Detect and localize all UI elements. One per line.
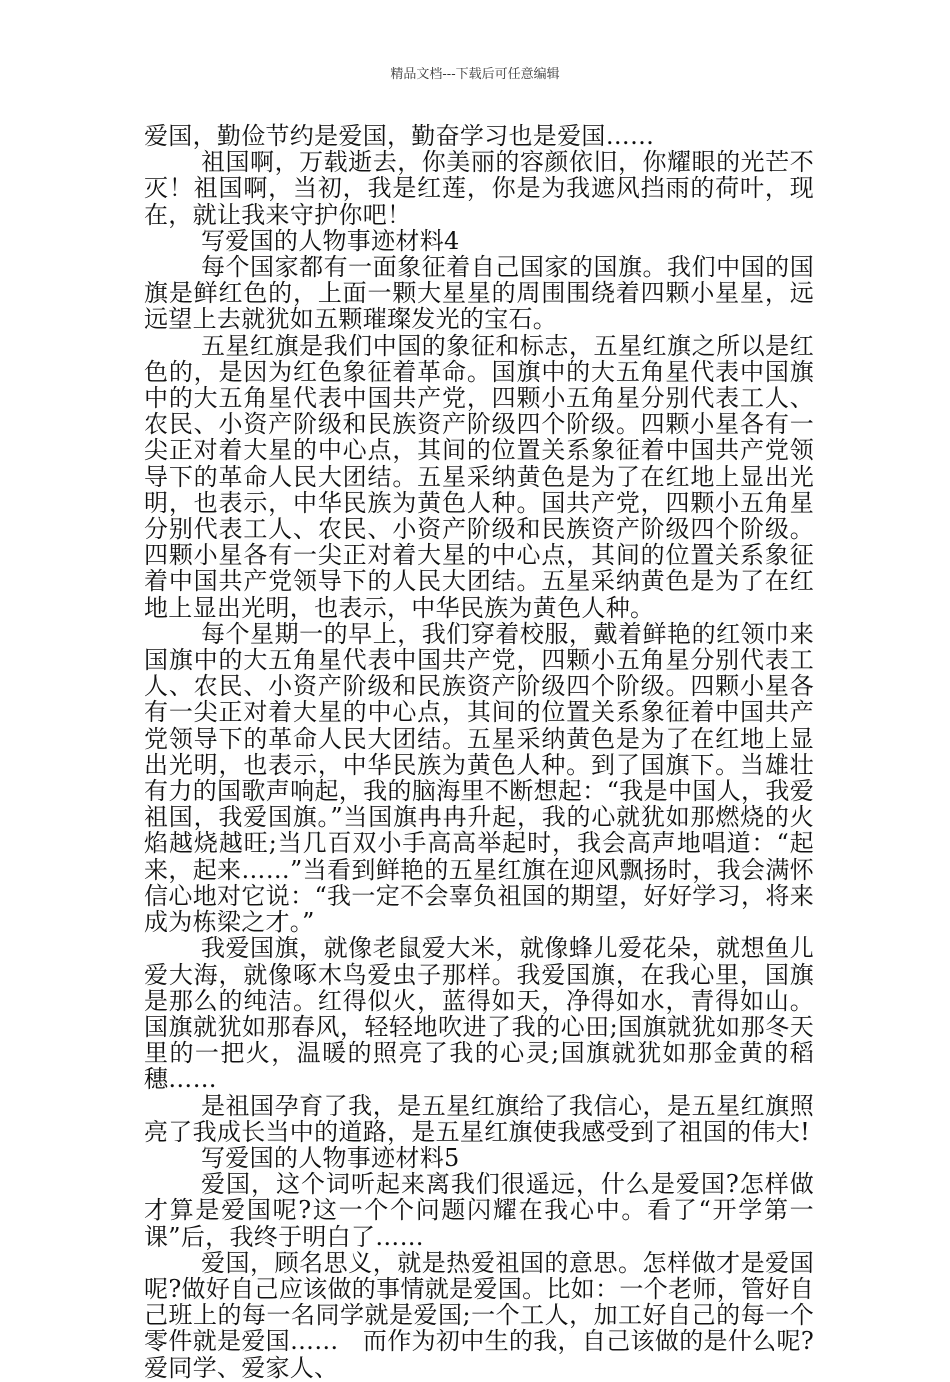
paragraph: 祖国啊，万载逝去，你美丽的容颜依旧，你耀眼的光芒不灭！祖国啊，当初，我是红莲，你是为我遮风挡雨的荷叶，现在，就让我来守护你吧！ xyxy=(144,148,814,229)
paragraph: 每个国家都有一面象征着自己国家的国旗。我们中国的国旗是鲜红色的，上面一颗大星星的周围围绕着四颗小星星，远远望上去就犹如五颗璀璨发光的宝石。 xyxy=(144,253,814,334)
section-heading: 写爱国的人物事迹材料5 xyxy=(201,1143,460,1172)
paragraph: 爱国，顾名思义，就是热爱祖国的意思。怎样做才是爱国呢?做好自己应该做的事情就是爱国。比如：一个老师，管好自己班上的每一名同学就是爱国;一个工人，加工好自己的每一个零件就是爱国…… 而作为初中生的我，自己该做的是什么呢?爱同学、爱家人、 xyxy=(144,1248,814,1382)
page-header: 精品文档---下载后可任意编辑 xyxy=(390,67,560,82)
document-body xyxy=(144,123,814,1381)
paragraph: 我爱国旗，就像老鼠爱大米，就像蜂儿爱花朵，就想鱼儿爱大海，就像啄木鸟爱虫子那样。我爱国旗，在我心里，国旗是那么的纯洁。红得似火，蓝得如天，净得如水，青得如山。国旗就犹如那春风，轻轻地吹进了我的心田;国旗就犹如那冬天里的一把火，温暖的照亮了我的心灵;国旗就犹如那金黄的稻穗…… xyxy=(144,934,814,1094)
paragraph: 是祖国孕育了我，是五星红旗给了我信心，是五星红旗照亮了我成长当中的道路，是五星红旗使我感受到了祖国的伟大! xyxy=(144,1091,814,1146)
paragraph: 爱国，这个词听起来离我们很遥远，什么是爱国?怎样做才算是爱国呢?这一个个问题闪耀在我心中。看了“开学第一课”后，我终于明白了…… xyxy=(144,1170,814,1251)
paragraph: 五星红旗是我们中国的象征和标志，五星红旗之所以是红色的，是因为红色象征着革命。国旗中的大五角星代表中国旗中的大五角星代表中国共产党，四颗小五角星分别代表工人、农民、小资产阶级和民族资产阶级四个阶级。四颗小星各有一尖正对着大星的中心点，其间的位置关系象征着中国共产党领导下的革命人民大团结。五星采纳黄色是为了在红地上显出光明，也表示，中华民族为黄色人种。国共产党，四颗小五角星分别代表工人、农民、小资产阶级和民族资产阶级四个阶级。四颗小星各有一尖正对着大星的中心点，其间的位置关系象征着中国共产党领导下的人民大团结。五星采纳黄色是为了在红地上显出光明，也表示，中华民族为黄色人种。 xyxy=(144,331,814,622)
paragraph: 每个星期一的早上，我们穿着校服，戴着鲜艳的红领巾来国旗中的大五角星代表中国共产党，四颗小五角星分别代表工人、农民、小资产阶级和民族资产阶级四个阶级。四颗小星各有一尖正对着大星的中心点，其间的位置关系象征着中国共产党领导下的革命人民大团结。五星采纳黄色是为了在红地上显出光明，也表示，中华民族为黄色人种。到了国旗下。当雄壮有力的国歌声响起，我的脑海里不断想起：“我是中国人，我爱祖国，我爱国旗。”当国旗冉冉升起，我的心就犹如那燃烧的火焰越烧越旺;当几百双小手高高举起时，我会高声地唱道：“起来，起来……”当看到鲜艳的五星红旗在迎风飘扬时，我会满怀信心地对它说：“我一定不会辜负祖国的期望，好好学习，将来成为栋梁之才。” xyxy=(144,619,814,937)
section-heading: 写爱国的人物事迹材料4 xyxy=(201,226,460,255)
paragraph: 爱国，勤俭节约是爱国，勤奋学习也是爱国…… xyxy=(144,122,655,150)
